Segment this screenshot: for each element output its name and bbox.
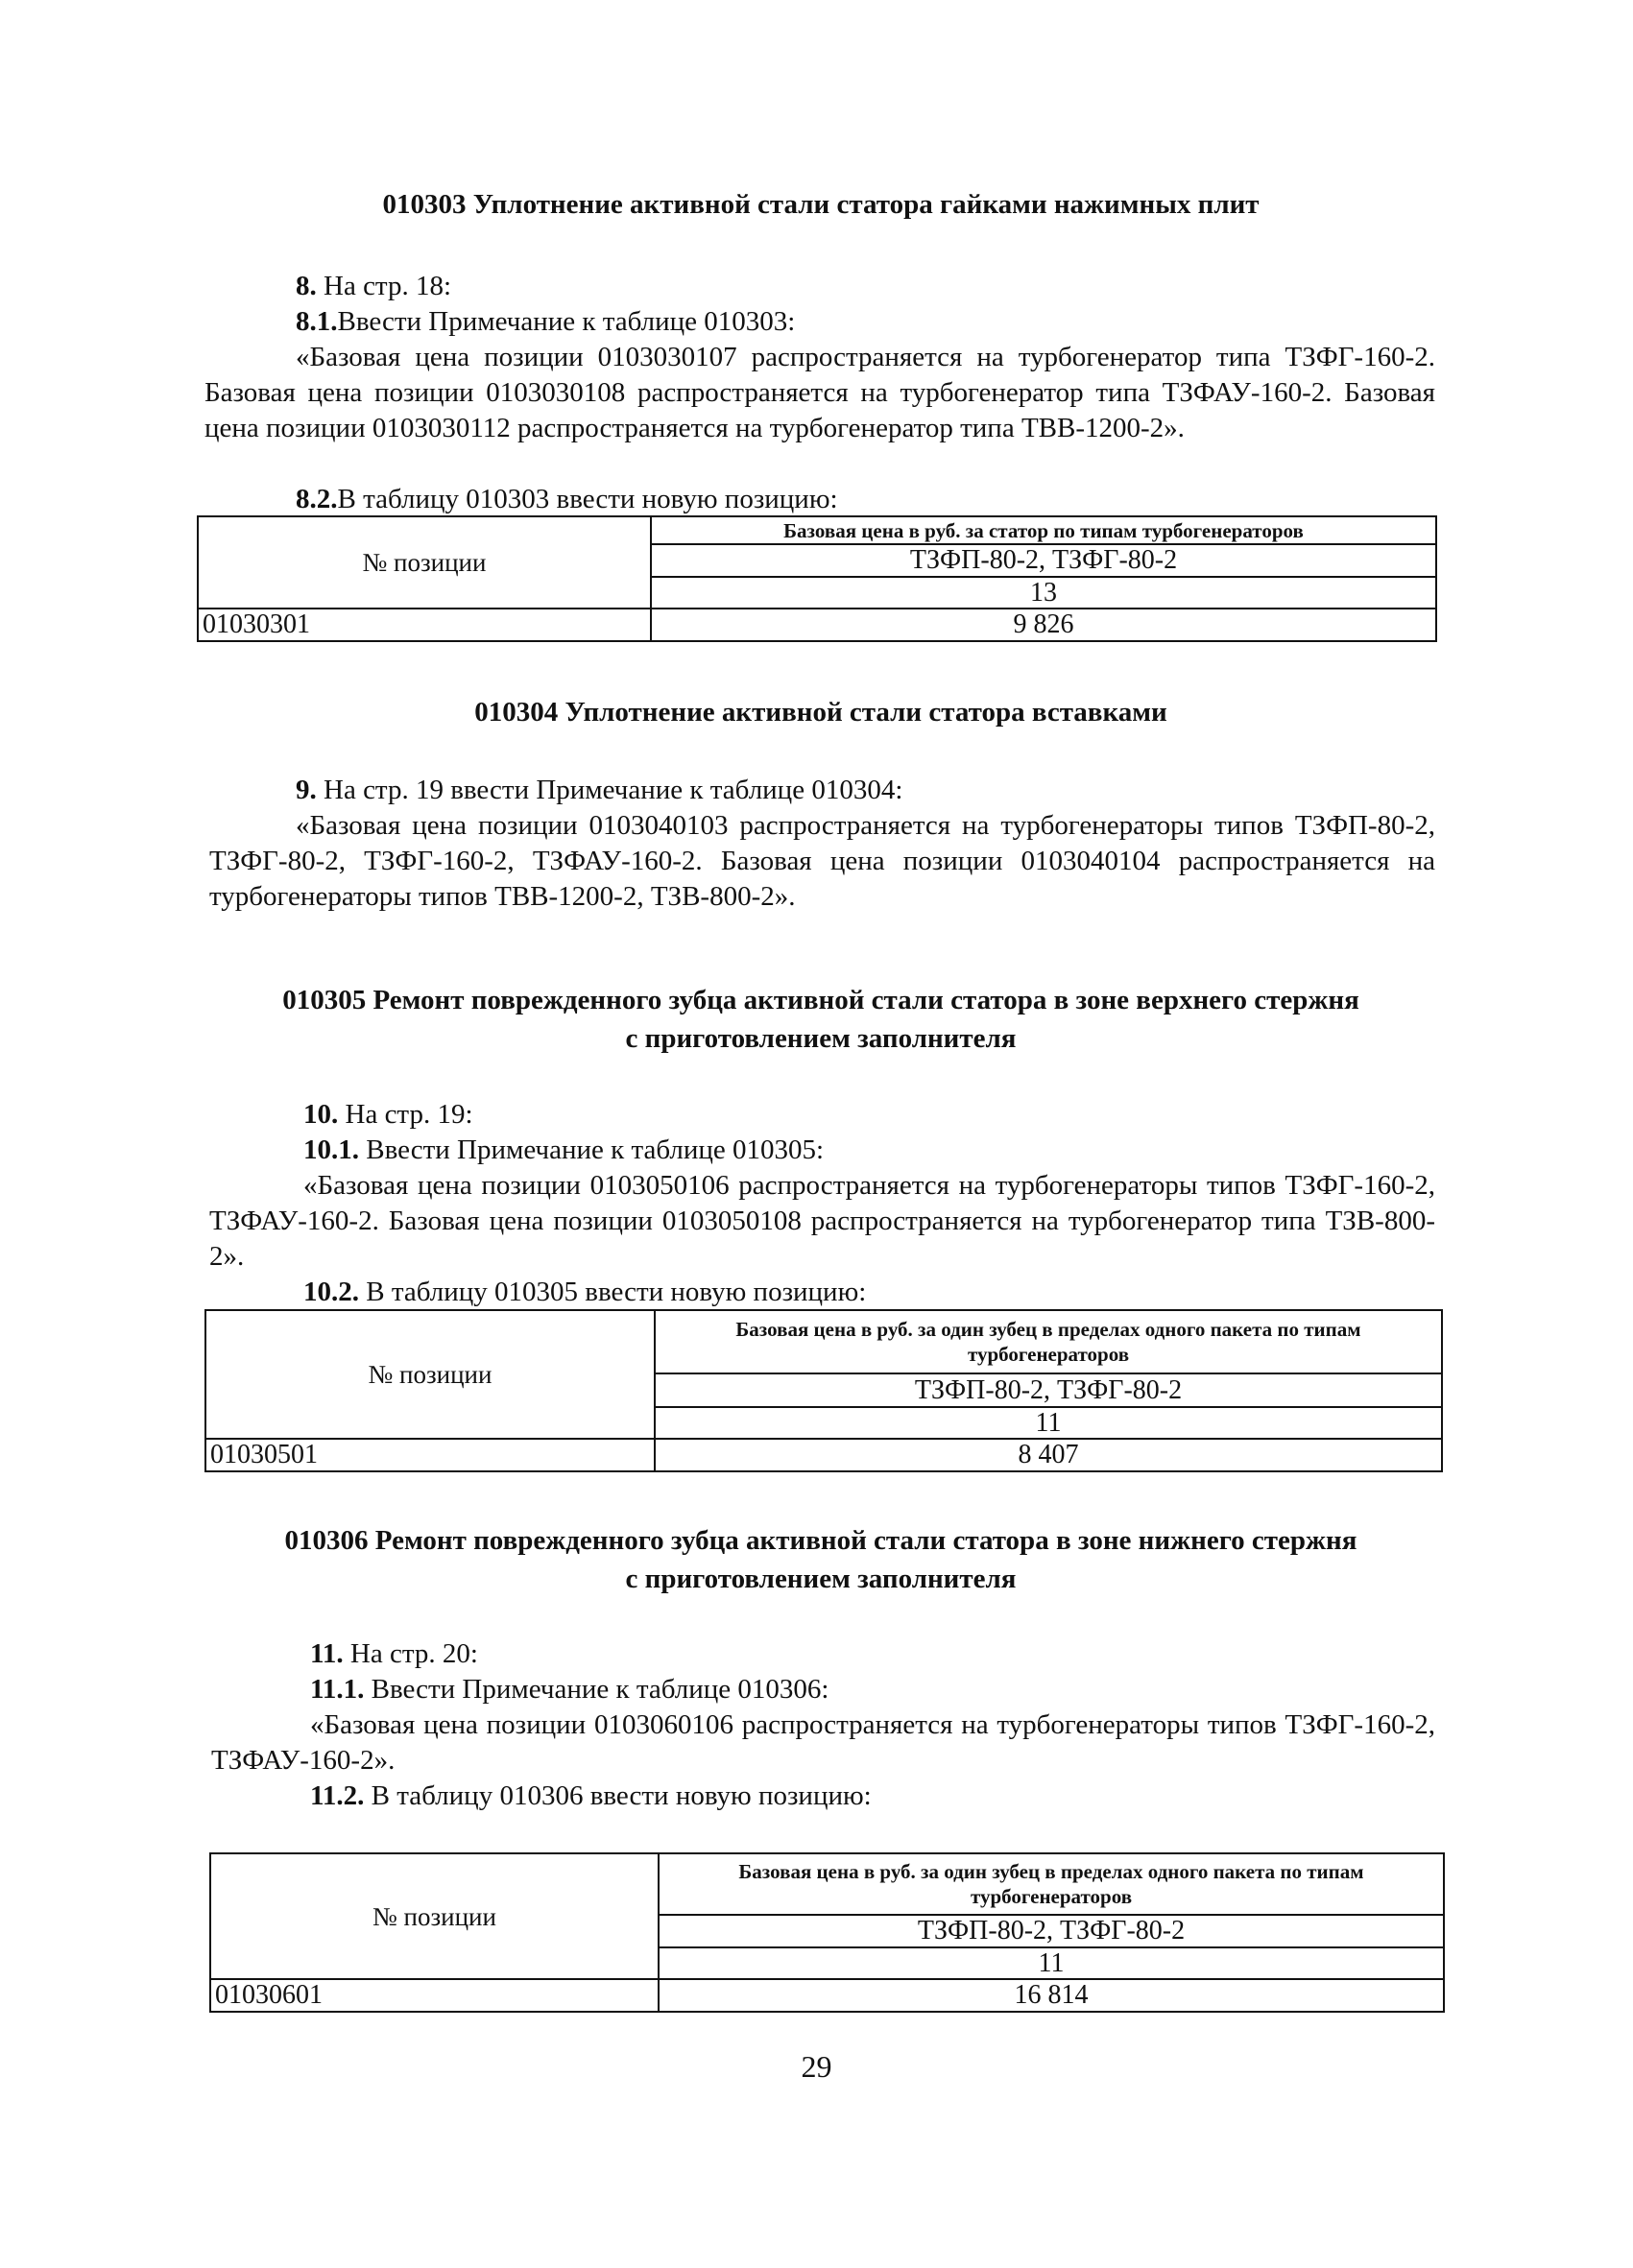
col-label-position: № позиции: [198, 516, 651, 609]
paragraph-11-2: [310, 1779, 872, 1814]
table-010303: [197, 515, 1437, 642]
table-row: [198, 609, 1436, 641]
paragraph-number: 11.: [310, 1638, 344, 1669]
paragraph-text: Ввести Примечание к таблице 010306:: [364, 1674, 829, 1705]
page-number: 29: [801, 2049, 832, 2084]
paragraph-10: [303, 1097, 473, 1133]
table-010305: [204, 1309, 1443, 1472]
paragraph-text: На стр. 18:: [316, 271, 452, 301]
paragraph-text: На стр. 19:: [338, 1099, 473, 1130]
paragraph-9: [296, 773, 902, 808]
table-header-row: [198, 516, 1436, 544]
note-010304: [209, 808, 1435, 915]
price-value: 9 826: [651, 609, 1436, 641]
table-row: [205, 1439, 1442, 1471]
paragraph-number: 10.2.: [303, 1277, 359, 1307]
paragraph-text: В таблицу 010303 ввести новую позицию:: [337, 484, 838, 514]
section-title-line: 010303 Уплотнение активной стали статора гайками нажимных плит: [382, 189, 1260, 220]
position-code: 01030501: [205, 1439, 655, 1471]
table-010306: [209, 1852, 1445, 2013]
generator-types: ТЗФП-80-2, ТЗФГ-80-2: [651, 544, 1436, 577]
section-title-line: 010305 Ремонт поврежденного зубца активной стали статора в зоне верхнего стержня: [282, 985, 1359, 1015]
section-title-010305: [192, 981, 1450, 1058]
generator-types: ТЗФП-80-2, ТЗФГ-80-2: [659, 1915, 1444, 1947]
note-text: «Базовая цена позиции 0103060106 распространяется на турбогенераторы типов ТЗФГ-160-2, ТЗФАУ-160-2».: [211, 1709, 1435, 1776]
note-text: «Базовая цена позиции 0103050106 распространяется на турбогенераторы типов ТЗФГ-160-2, ТЗФАУ-160-2. Базовая цена позиции 0103050108 распространяется на турбогенератор типа ТЗВ-800-2».: [209, 1170, 1435, 1272]
note-010305: [209, 1168, 1435, 1275]
col-label-position: № позиции: [205, 1310, 655, 1439]
table-header-row: [210, 1853, 1444, 1915]
paragraph-number: 8.1.: [296, 306, 338, 337]
paragraph-text: Ввести Примечание к таблице 010303:: [337, 306, 796, 337]
paragraph-number: 8.: [296, 271, 317, 301]
price-value: 16 814: [659, 1979, 1444, 2012]
note-text: «Базовая цена позиции 0103040103 распространяется на турбогенераторы типов ТЗФП-80-2, ТЗФГ-80-2, ТЗФГ-160-2, ТЗФАУ-160-2. Базовая цена позиции 0103040104 распространяется на турбогенераторы типов ТВВ-1200-2, ТЗВ-800-2».: [209, 810, 1435, 912]
paragraph-8-1: [296, 304, 795, 340]
generator-types: ТЗФП-80-2, ТЗФГ-80-2: [655, 1373, 1442, 1407]
section-title-line: с приготовлением заполнителя: [625, 1023, 1017, 1054]
paragraph-text: Ввести Примечание к таблице 010305:: [359, 1134, 825, 1165]
section-title-010304: [192, 693, 1450, 731]
position-code: 01030601: [210, 1979, 659, 2012]
paragraph-8: [296, 269, 451, 304]
paragraph-number: 9.: [296, 775, 317, 805]
paragraph-8-2: [296, 482, 838, 517]
paragraph-10-1: [303, 1133, 824, 1168]
section-title-line: 010306 Ремонт поврежденного зубца активной стали статора в зоне нижнего стержня: [284, 1525, 1357, 1556]
paragraph-text: В таблицу 010306 ввести новую позицию:: [364, 1780, 872, 1811]
section-title-line: с приготовлением заполнителя: [625, 1564, 1017, 1594]
table-row: [210, 1979, 1444, 2012]
paragraph-number: 8.2.: [296, 484, 338, 514]
note-010303: [204, 340, 1435, 446]
paragraph-text: На стр. 20:: [343, 1638, 478, 1669]
price-header: Базовая цена в руб. за один зубец в пределах одного пакета по типам турбогенераторов: [655, 1310, 1442, 1373]
section-title-010306: [192, 1521, 1450, 1598]
price-header: Базовая цена в руб. за один зубец в пределах одного пакета по типам турбогенераторов: [659, 1853, 1444, 1915]
paragraph-number: 11.1.: [310, 1674, 365, 1705]
paragraph-number: 10.: [303, 1099, 339, 1130]
column-number: 11: [659, 1947, 1444, 1979]
note-010306: [211, 1707, 1435, 1779]
paragraph-number: 10.1.: [303, 1134, 359, 1165]
table-header-row: [205, 1310, 1442, 1373]
col-label-position: № позиции: [210, 1853, 659, 1979]
price-header: Базовая цена в руб. за статор по типам турбогенераторов: [651, 516, 1436, 544]
section-title-line: 010304 Уплотнение активной стали статора вставками: [474, 697, 1167, 728]
paragraph-text: На стр. 19 ввести Примечание к таблице 010304:: [316, 775, 903, 805]
paragraph-number: 11.2.: [310, 1780, 365, 1811]
price-value: 8 407: [655, 1439, 1442, 1471]
position-code: 01030301: [198, 609, 651, 641]
column-number: 11: [655, 1407, 1442, 1439]
paragraph-11: [310, 1636, 478, 1672]
section-title-010303: [192, 185, 1450, 224]
paragraph-11-1: [310, 1672, 829, 1707]
paragraph-10-2: [303, 1275, 866, 1310]
column-number: 13: [651, 577, 1436, 609]
note-text: «Базовая цена позиции 0103030107 распространяется на турбогенератор типа ТЗФГ-160-2. Базовая цена позиции 0103030108 распространяется на турбогенератор типа ТЗФАУ-160-2. Базовая цена позиции 0103030112 распространяется на турбогенератор типа ТВВ-1200-2».: [204, 342, 1435, 443]
paragraph-text: В таблицу 010305 ввести новую позицию:: [359, 1277, 867, 1307]
